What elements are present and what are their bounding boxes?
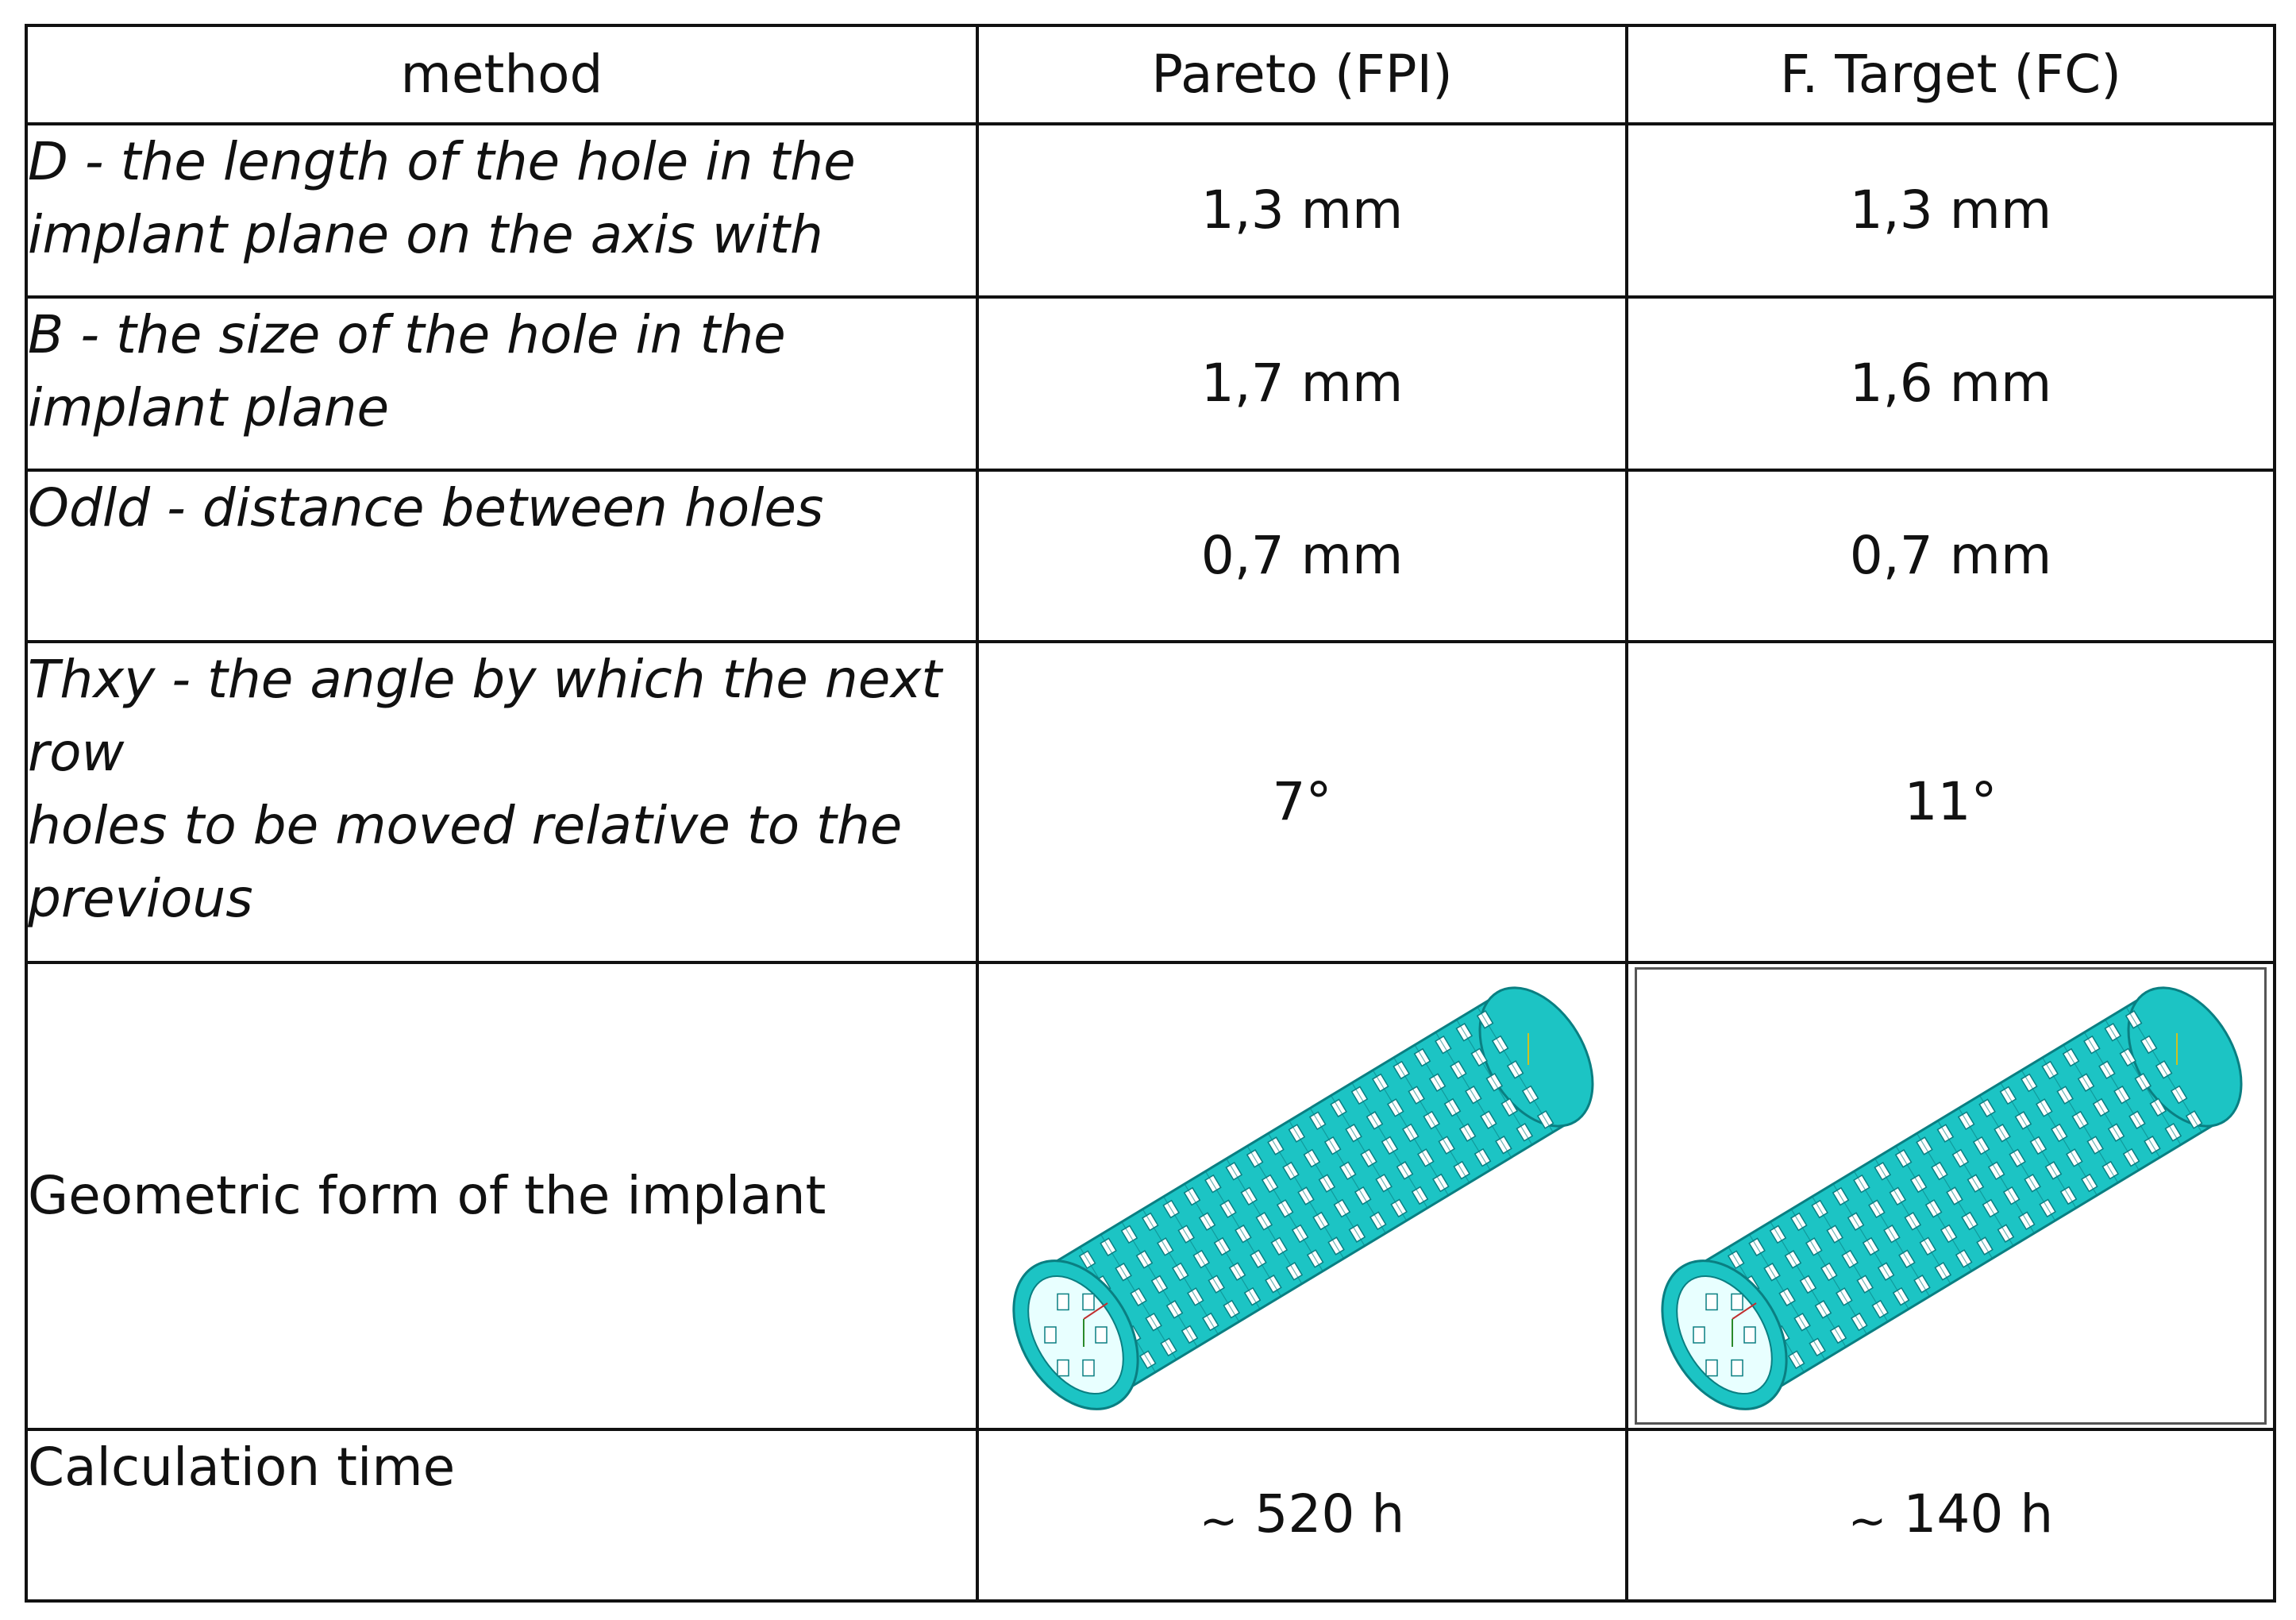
param-line: implant plane — [28, 377, 390, 438]
table-row — [26, 124, 2275, 297]
param-thxy-label — [26, 642, 977, 962]
param-line: Odld - distance between holes — [28, 477, 824, 538]
target-implant-cell — [1627, 962, 2275, 1429]
pareto-b-value: 1,7 mm — [977, 297, 1627, 470]
pareto-implant-image — [988, 970, 1616, 1422]
header-row — [26, 25, 2275, 124]
param-line: previous — [28, 868, 253, 929]
pareto-calc-number: 520 h — [1254, 1483, 1405, 1545]
approx-symbol: ~ — [1199, 1494, 1239, 1548]
target-odld-value: 0,7 mm — [1627, 470, 2275, 642]
target-d-value: 1,3 mm — [1627, 124, 2275, 297]
table-row — [26, 642, 2275, 962]
target-b-value: 1,6 mm — [1627, 297, 2275, 470]
table-row — [26, 1429, 2275, 1601]
param-d-label — [26, 124, 977, 297]
param-line: D - the length of the hole in the — [28, 131, 856, 192]
target-calc-number: 140 h — [1903, 1483, 2054, 1545]
header-target: F. Target (FC) — [1627, 25, 2275, 124]
geometry-label: Geometric form of the implant — [26, 962, 977, 1429]
param-line: holes to be moved relative to the — [28, 795, 903, 856]
pareto-d-value: 1,3 mm — [977, 124, 1627, 297]
param-line: row — [28, 722, 125, 783]
table-row — [26, 297, 2275, 470]
comparison-table — [25, 24, 2276, 1603]
param-line: Thxy - the angle by which the next — [28, 649, 942, 710]
approx-symbol: ~ — [1847, 1494, 1887, 1548]
param-line: implant plane on the axis with — [28, 204, 823, 265]
param-line: B - the size of the hole in the — [28, 304, 786, 365]
calc-time-label: Calculation time — [26, 1429, 977, 1601]
pareto-odld-value: 0,7 mm — [977, 470, 1627, 642]
pareto-calc-value — [977, 1429, 1627, 1601]
table-row — [26, 470, 2275, 642]
table-row — [26, 962, 2275, 1429]
target-thxy-value: 11° — [1627, 642, 2275, 962]
param-b-label — [26, 297, 977, 470]
pareto-thxy-value: 7° — [977, 642, 1627, 962]
param-odld-label — [26, 470, 977, 642]
header-pareto: Pareto (FPI) — [977, 25, 1627, 124]
header-method: method — [26, 25, 977, 124]
pareto-implant-cell — [977, 962, 1627, 1429]
target-implant-image — [1635, 967, 2267, 1425]
target-calc-value — [1627, 1429, 2275, 1601]
